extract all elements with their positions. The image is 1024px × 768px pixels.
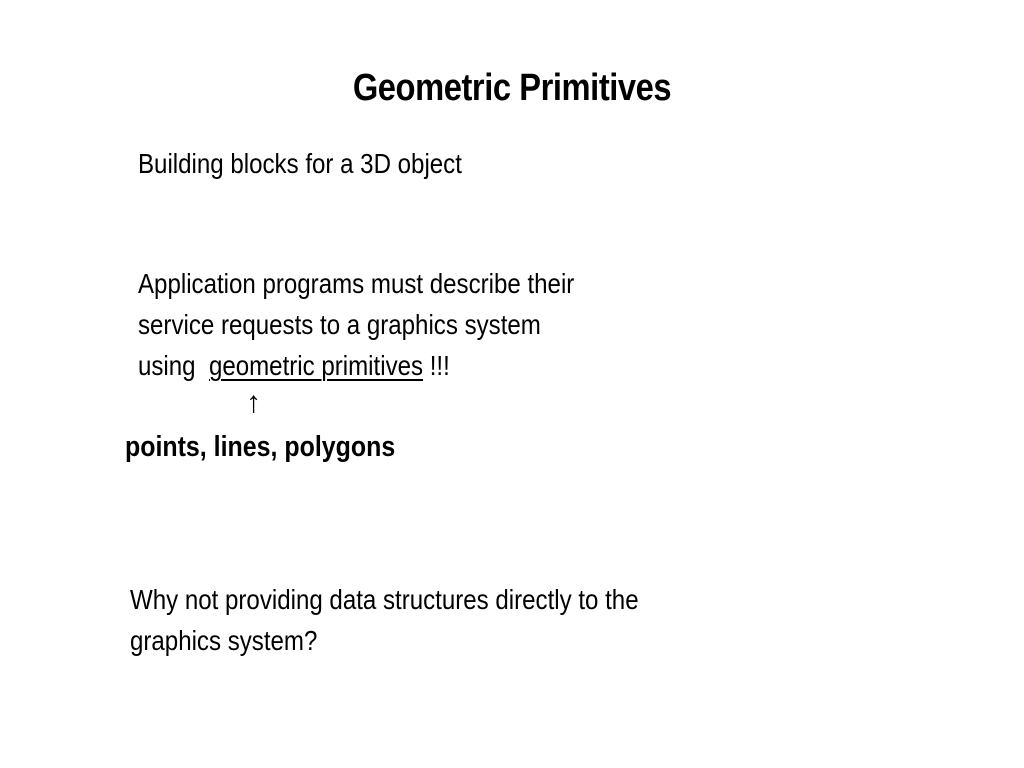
question-line-2: graphics system? <box>130 625 318 656</box>
application-paragraph <box>138 263 574 386</box>
application-line-3-suffix: !!! <box>423 350 450 381</box>
slide-title: Geometric Primitives <box>352 67 672 109</box>
application-line-3 <box>138 345 574 386</box>
application-line-3-prefix: using <box>138 350 209 381</box>
building-blocks-text: Building blocks for a 3D object <box>138 148 462 179</box>
question-paragraph <box>130 579 639 661</box>
up-arrow-icon: ↑ <box>246 386 261 419</box>
question-line-1: Why not providing data structures directly to the <box>130 584 639 615</box>
primitives-list: points, lines, polygons <box>125 431 396 463</box>
application-line-2: service requests to a graphics system <box>138 309 541 340</box>
geometric-primitives-underlined: geometric primitives <box>208 350 424 381</box>
application-line-1: Application programs must describe their <box>138 268 575 299</box>
